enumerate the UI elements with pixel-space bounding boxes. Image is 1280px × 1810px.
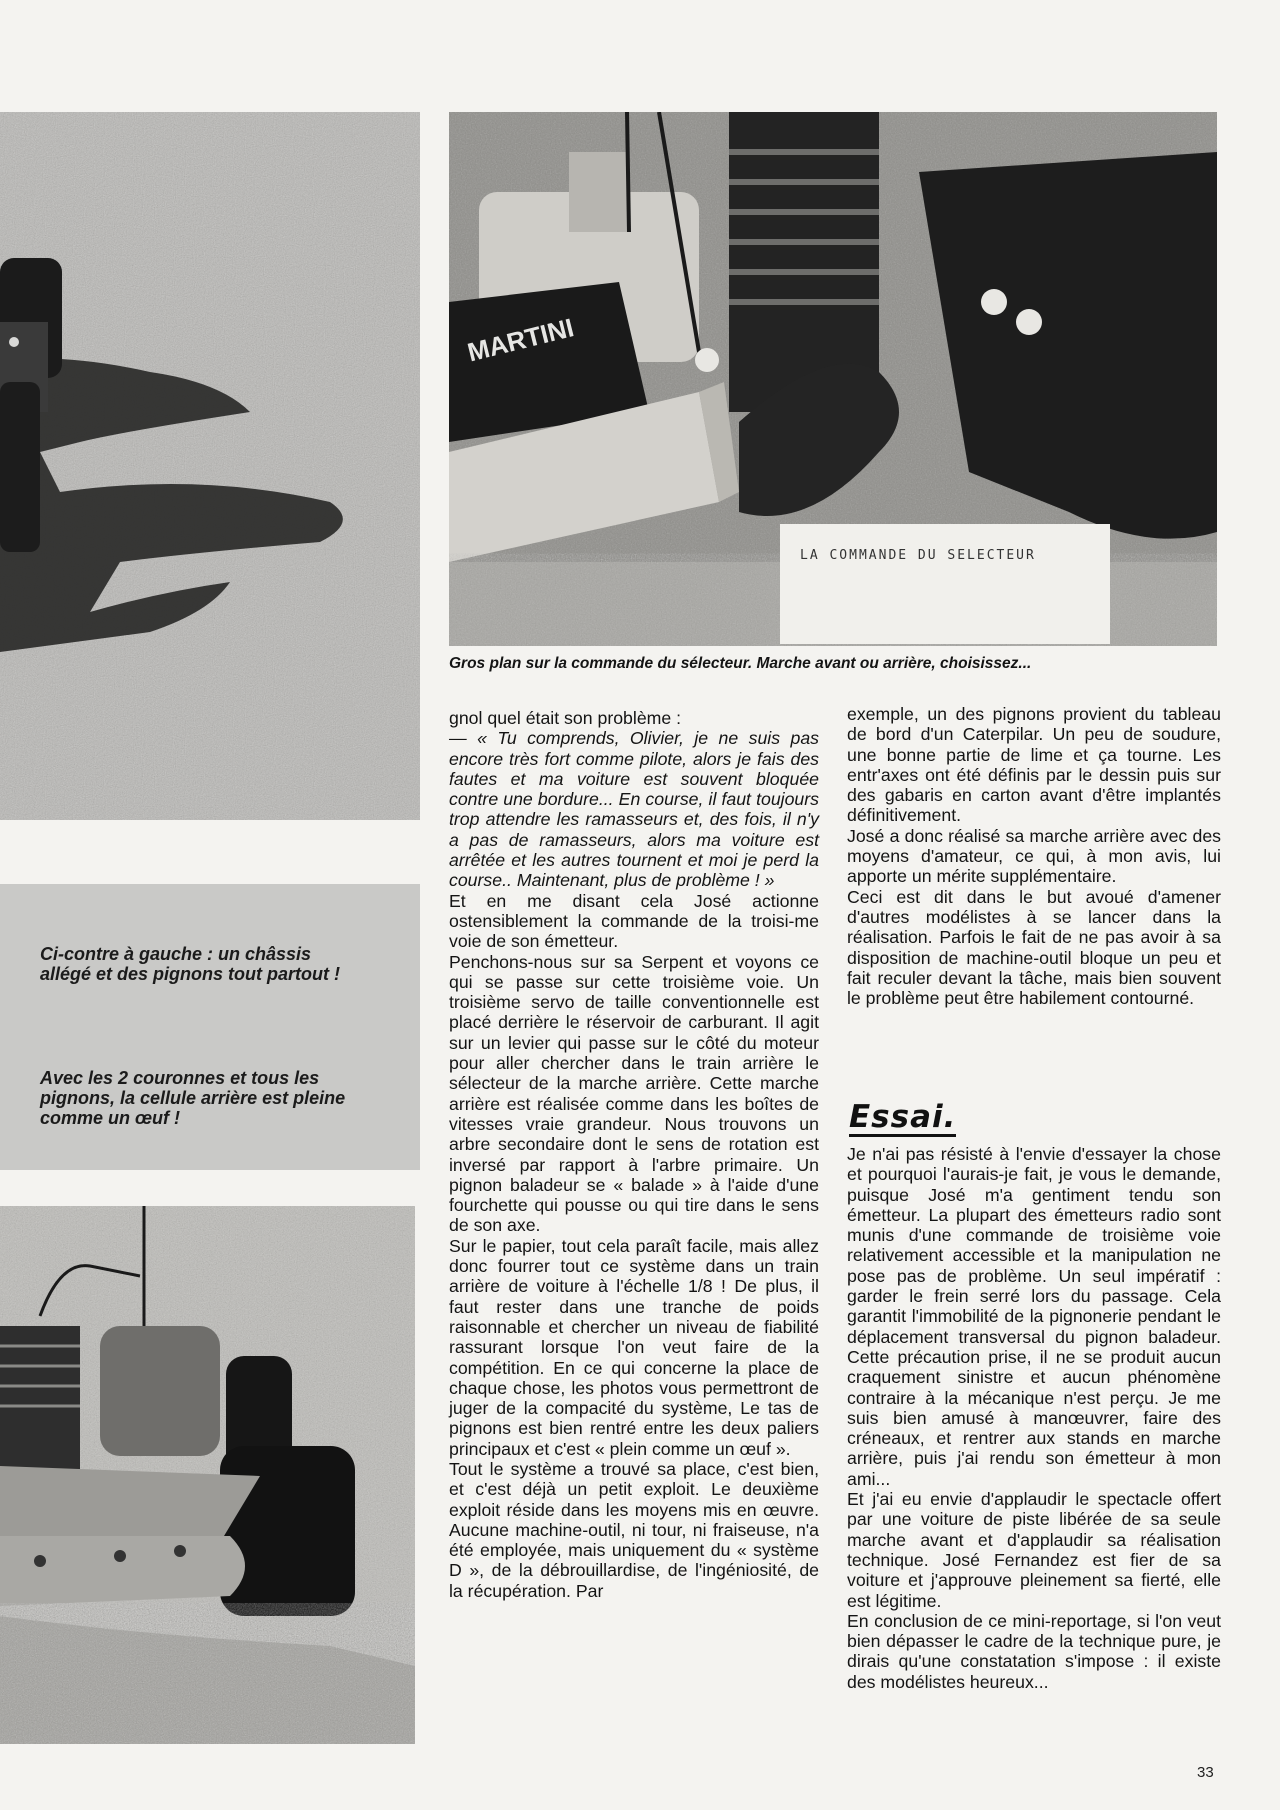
caption-chassis: Ci-contre à gauche : un châssis allégé et des pignons tout partout ! [40, 944, 341, 984]
paragraph: gnol quel était son problème : [449, 708, 682, 728]
handwritten-label-card [780, 524, 1110, 644]
paragraph: Je n'ai pas résisté à l'envie d'essayer la chose et pourquoi l'aurais-je fait, je vous le demande, puisque José m'a gentiment tendu son émetteur. La plupart des émetteurs radio sont munis d'une commande de troisième voie relativement accessible et la manipulation ne pose pas de problème. Un seul impératif : garder le frein serré lors du passage. Cela garantit l'immobilité de la pignonerie pendant le déplacement transversal du pignon baladeur. Cette précaution prise, il ne se produit aucun craquement sinistre et aucun phénomène contraire à la mécanique n'est perçu. Je me suis bien amusé à manœuvrer, faire des créneaux, et rentrer aux stands en marche arrière, puis j'ai rendu son émetteur à mon ami... [847, 1144, 1221, 1489]
caption-rear-cell: Avec les 2 couronnes et tous les pignons, la cellule arrière est pleine comme un œuf ! [40, 1068, 346, 1128]
article-column-right-bottom [847, 1144, 1221, 1692]
page-number: 33 [1197, 1764, 1214, 1781]
quote-paragraph: — « Tu comprends, Olivier, je ne suis pas encore très fort comme pilote, alors je fais des fautes et ma voiture est souvent bloquée contre une bordure... En course, il faut toujours trop attendre les ramasseurs et, des fois, il n'y a pas de ramasseurs, alors ma voiture est arrêtée et les autres tournent et moi je perd la course.. Maintenant, plus de problème ! » [449, 728, 819, 891]
paragraph: exemple, un des pignons provient du tableau de bord d'un Caterpilar. Un peu de soudure, une bonne partie de lime et ça tourne. Les entr'axes ont été définis par le dessin puis sur des gabaris en carton avant d'être implantés définitivement. [847, 704, 1221, 826]
photo-rc-car-chassis [0, 1206, 415, 1744]
paragraph: Penchons-nous sur sa Serpent et voyons ce qui se passe sur cette troisième voie. Un troisième servo de taille conventionnelle est placé derrière le réservoir de carburant. Il agit sur un levier qui passe sur le côté du moteur pour aller chercher dans le train arrière le sélecteur de la marche arrière. Cette marche arrière est réalisée comme dans les boîtes de vitesses vraie grandeur. Nous trouvons un arbre secondaire dont le sens de rotation est inversé par rapport à l'arbre primaire. Un pignon baladeur se « balade » à l'aide d'une fourchette qui pousse ou qui tire dans le sens de son axe. [449, 951, 819, 1236]
engine-decal: MARTINI [464, 312, 577, 368]
engine-photo-caption: Gros plan sur la commande du sélecteur. Marche avant ou arrière, choisissez... [449, 655, 1032, 672]
paragraph: Ceci est dit dans le but avoué d'amener d'autres modélistes à se lancer dans la réalisation. Parfois le fait de ne pas avoir à sa disposition de machine-outil bloque un peu et fait reculer devant la tâche, mais bien souvent le problème peut être habilement contourné. [847, 886, 1221, 1009]
photo-rc-car-wheels-shadow [0, 112, 420, 820]
section-heading-essai: Essai. [849, 1099, 957, 1135]
paragraph: Et en me disant cela José actionne ostensiblement la commande de la troisi-me voie de son émetteur. [449, 890, 819, 952]
article-column-right-top [847, 704, 1221, 1008]
paragraph: En conclusion de ce mini-reportage, si l'on veut bien dépasser le cadre de la technique pure, je dirais qu'une constatation s'impose : il existe des modélistes heureux... [847, 1610, 1221, 1692]
paragraph: José a donc réalisé sa marche arrière avec des moyens d'amateur, ce qui, à mon avis, lui apporte un mérite supplémentaire. [847, 825, 1221, 887]
handwritten-label: LA COMMANDE DU SELECTEUR [800, 548, 1036, 563]
paragraph: Et j'ai eu envie d'applaudir le spectacle offert par une voiture de piste libérée de sa seule marche avant et d'applaudir sa réalisation technique. José Fernandez est fier de sa voiture et j'approuve pleinement sa fierté, elle est légitime. [847, 1489, 1221, 1611]
paragraph: Sur le papier, tout cela paraît facile, mais allez donc fourrer tout ce système dans un train arrière de voiture à l'échelle 1/8 ! De plus, il faut rester dans une tranche de poids raisonnable et chercher un niveau de fiabilité rassurant lorsque l'on veut faire de la compétition. En ce qui concerne la place de chaque chose, les photos vous permettront de juger de la compacité du système, Le tas de pignons est bien rentré entre les deux paliers principaux et c'est « plein comme un œuf ». [449, 1235, 819, 1459]
article-column-middle [449, 708, 819, 1601]
paragraph: Tout le système a trouvé sa place, c'est bien, et c'est déjà un petit exploit. Le deuxième exploit réside dans les moyens mis en œuvre. Aucune machine-outil, ni tour, ni fraiseuse, n'a été employée, mais uniquement du « système D », de la débrouillardise, de l'ingéniosité, de la récupération. Par [449, 1458, 819, 1601]
